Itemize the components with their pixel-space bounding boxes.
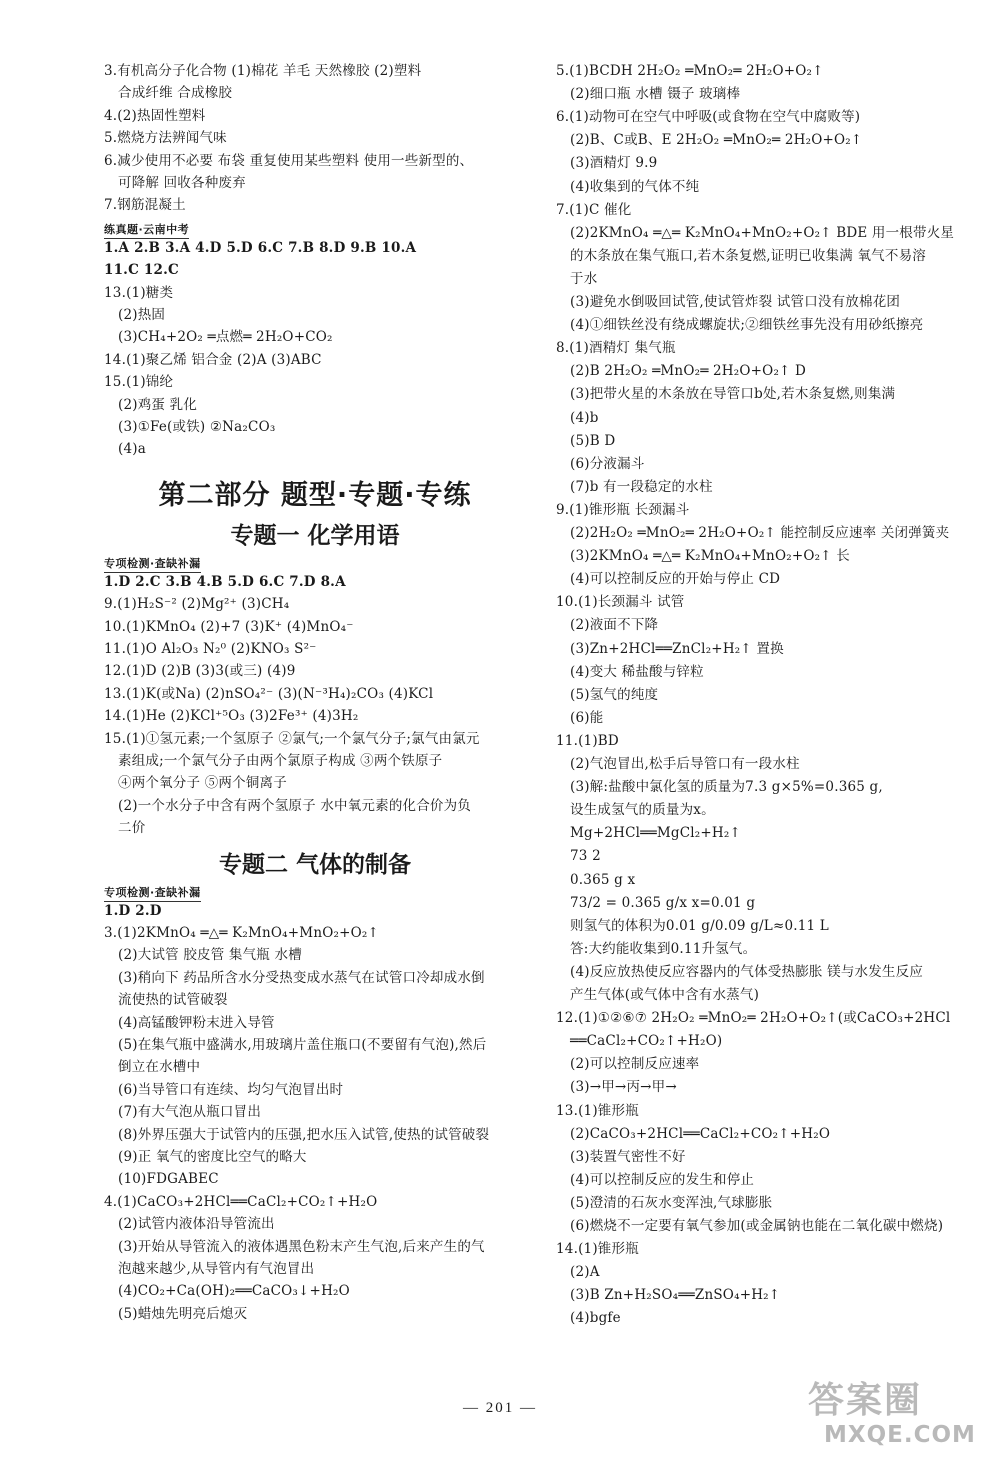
answer-line: (5)在集气瓶中盛满水,用玻璃片盖住瓶口(不要留有气泡),然后: [118, 1037, 487, 1053]
topic-title: 专题二 气体的制备: [218, 851, 411, 878]
answer-line: (3)酒精灯 9.9: [570, 155, 658, 172]
answer-line: 6.(1)动物可在空气中呼吸(或食物在空气中腐败等): [556, 109, 861, 126]
answer-line: 73 2: [570, 848, 601, 865]
answer-line: 7.(1)C 催化: [556, 201, 632, 218]
answer-line: 8.(1)酒精灯 集气瓶: [556, 340, 676, 357]
answer-line: (2)细口瓶 水槽 镊子 玻璃棒: [570, 86, 741, 103]
answer-line: 14.(1)He (2)KCl⁺⁵O₃ (3)2Fe³⁺ (4)3H₂: [104, 708, 359, 725]
answer-line: 9.(1)H₂S⁻² (2)Mg²⁺ (3)CH₄: [104, 596, 290, 613]
answer-line: 73/2 = 0.365 g/x x=0.01 g: [570, 894, 756, 911]
answer-line: (8)外界压强大于试管内的压强,把水压入试管,使热的试管破裂: [118, 1126, 490, 1143]
answer-line: 素组成;一个氯气分子由两个氯原子构成 ③两个铁原子: [118, 753, 443, 769]
answer-line: 3.(1)2KMnO₄ ═△═ K₂MnO₄+MnO₂+O₂↑: [104, 925, 380, 941]
answer-line: (7)有大气泡从瓶口冒出: [118, 1104, 262, 1121]
answer-line: 6.减少使用不必要 布袋 重复使用某些塑料 使用一些新型的、: [104, 152, 474, 169]
watermark-logo: [808, 1372, 988, 1456]
answer-line: (4)a: [118, 441, 146, 458]
answer-line: (2)B 2H₂O₂ ═MnO₂═ 2H₂O+O₂↑ D: [570, 363, 807, 380]
answer-line: (3)解:盐酸中氯化氢的质量为7.3 g×5%=0.365 g,: [570, 779, 883, 796]
answer-line: 7.钢筋混凝土: [104, 197, 186, 214]
answer-line: 12.(1)D (2)B (3)3(或三) (4)9: [104, 663, 296, 680]
answer-line: Mg+2HCl══MgCl₂+H₂↑: [570, 825, 741, 842]
answer-line: 1.D 2.D: [104, 902, 162, 919]
answer-line: 10.(1)长颈漏斗 试管: [556, 594, 685, 611]
answer-line: (2)热固: [118, 307, 166, 323]
answer-line: 5.燃烧方法辨闻气味: [104, 130, 227, 147]
answer-line: 4.(2)热固性塑料: [104, 107, 206, 124]
answer-line: (3)避免水倒吸回试管,使试管炸裂 试管口没有放棉花团: [570, 294, 901, 310]
answer-line: (4)b: [570, 409, 599, 426]
answer-line: (6)燃烧不一定要有氧气参加(或金属钠也能在二氧化碳中燃烧): [570, 1218, 944, 1234]
answer-line: 13.(1)锥形瓶: [556, 1102, 639, 1119]
answer-line: 9.(1)锥形瓶 长颈漏斗: [556, 501, 690, 518]
watermark-brand: 答案圈: [808, 1380, 923, 1421]
answer-line: 11.(1)BD: [556, 732, 619, 749]
answer-line: (2)大试管 胶皮管 集气瓶 水槽: [118, 947, 302, 964]
answer-line: (2)可以控制反应速率: [570, 1056, 700, 1073]
answer-line: (3)①Fe(或铁) ②Na₂CO₃: [118, 419, 276, 435]
answer-line: (3)→甲→丙→甲→: [570, 1079, 677, 1096]
topic-title: 专题一 化学用语: [230, 522, 400, 549]
answer-line: (2)A: [570, 1264, 600, 1281]
answer-line: (3)把带火星的木条放在导管口b处,若木条复燃,则集满: [570, 386, 896, 403]
answer-line: (2)液面不下降: [570, 617, 659, 634]
answer-line: (4)①细铁丝没有绕成螺旋状;②细铁丝事先没有用砂纸擦亮: [570, 317, 924, 334]
answer-line: (3)稍向下 药品所含水分受热变成水蒸气在试管口冷却成水倒: [118, 969, 485, 986]
section-heading: 专项检测·查缺补漏: [104, 884, 201, 902]
answer-line: (5)B D: [570, 432, 616, 449]
answer-line: (5)氢气的纯度: [570, 686, 659, 703]
answer-line: (2)试管内液体沿导管流出: [118, 1216, 275, 1233]
section-heading: 专项检测·查缺补漏: [104, 555, 201, 573]
answer-line: (2)CaCO₃+2HCl══CaCl₂+CO₂↑+H₂O: [570, 1125, 831, 1142]
answer-line: (10)FDGABEC: [118, 1171, 219, 1188]
answer-line: (4)变大 稀盐酸与锌粒: [570, 663, 704, 680]
answer-line: 倒立在水槽中: [118, 1059, 201, 1076]
answer-line: (2)B、C或B、E 2H₂O₂ ═MnO₂═ 2H₂O+O₂↑: [570, 132, 863, 149]
answer-line: 设生成氢气的质量为x。: [570, 802, 715, 819]
answer-line: 流使热的试管破裂: [118, 992, 228, 1009]
answer-line: (4)可以控制反应的发生和停止: [570, 1171, 755, 1188]
answer-line: 15.(1)锦纶: [104, 374, 174, 391]
page-number: — 201 —: [463, 1400, 537, 1416]
watermark-site: MXQE.COM: [824, 1422, 976, 1448]
answer-line: (2)2H₂O₂ ═MnO₂═ 2H₂O+O₂↑ 能控制反应速率 关闭弹簧夹: [570, 525, 950, 541]
answer-line: (9)正 氧气的密度比空气的略大: [118, 1149, 307, 1165]
answer-line: (6)能: [570, 709, 604, 726]
answer-line: ══CaCl₂+CO₂↑+H₂O): [570, 1033, 723, 1050]
answer-line: 5.(1)BCDH 2H₂O₂ ═MnO₂═ 2H₂O+O₂↑: [556, 63, 824, 79]
answer-line: 13.(1)糖类: [104, 284, 174, 301]
answer-line: 可降解 回收各种废弃: [118, 175, 246, 191]
answer-line: (2)气泡冒出,松手后导管口有一段水柱: [570, 756, 800, 772]
answer-line: 二价: [118, 820, 146, 837]
answer-line: (2)2KMnO₄ ═△═ K₂MnO₄+MnO₂+O₂↑ BDE 用一根带火星: [570, 224, 955, 241]
answer-line: (3)开始从导管流入的液体遇黑色粉末产生气泡,后来产生的气: [118, 1238, 485, 1255]
answer-line: 泡越来越少,从导管内有气泡冒出: [118, 1261, 315, 1277]
answer-line: 13.(1)K(或Na) (2)nSO₄²⁻ (3)(N⁻³H₄)₂CO₃ (4)KCl: [104, 685, 434, 702]
answer-line: (3)Zn+2HCl══ZnCl₂+H₂↑ 置换: [570, 640, 784, 657]
answer-line: (4)高锰酸钾粉末进入导管: [118, 1014, 275, 1031]
answer-line: 3.有机高分子化合物 (1)棉花 羊毛 天然橡胶 (2)塑料: [104, 63, 422, 79]
answer-line: (3)B Zn+H₂SO₄══ZnSO₄+H₂↑: [570, 1287, 781, 1304]
answer-line: 12.(1)①②⑥⑦ 2H₂O₂ ═MnO₂═ 2H₂O+O₂↑(或CaCO₃+2HCl: [556, 1010, 951, 1027]
answer-line: 产生气体(或气体中含有水蒸气): [570, 987, 760, 1003]
part-title: 第二部分 题型·专题·专练: [158, 479, 472, 511]
answer-line: (6)分液漏斗: [570, 455, 645, 472]
answer-line: 则氢气的体积为0.01 g/0.09 g/L≈0.11 L: [570, 917, 829, 934]
answer-line: (4)收集到的气体不纯: [570, 178, 700, 195]
answer-line: 的木条放在集气瓶口,若木条复燃,证明已收集满 氧气不易溶: [570, 247, 926, 264]
answer-line: (3)CH₄+2O₂ ═点燃═ 2H₂O+CO₂: [118, 329, 333, 346]
answer-line: 15.(1)①氢元素;一个氢原子 ②氯气;一个氯气分子;氯气由氯元: [104, 730, 480, 747]
answer-line: 1.D 2.C 3.B 4.B 5.D 6.C 7.D 8.A: [104, 573, 346, 590]
answer-line: 10.(1)KMnO₄ (2)+7 (3)K⁺ (4)MnO₄⁻: [104, 618, 354, 635]
answer-line: 合成纤维 合成橡胶: [118, 85, 233, 102]
answer-line: 4.(1)CaCO₃+2HCl══CaCl₂+CO₂↑+H₂O: [104, 1193, 378, 1210]
answer-line: (3)装置气密性不好: [570, 1148, 686, 1165]
answer-line: (4)CO₂+Ca(OH)₂══CaCO₃↓+H₂O: [118, 1283, 350, 1300]
answer-line: (5)蜡烛先明亮后熄灭: [118, 1305, 248, 1322]
answer-line: (7)b 有一段稳定的水柱: [570, 478, 713, 495]
answer-line: (5)澄清的石灰水变浑浊,气球膨胀: [570, 1194, 773, 1211]
answer-line: 14.(1)聚乙烯 铝合金 (2)A (3)ABC: [104, 351, 322, 368]
answer-line: 11.C 12.C: [104, 262, 179, 279]
answer-line: (4)bgfe: [570, 1310, 621, 1327]
answer-line: (6)当导管口有连续、均匀气泡冒出时: [118, 1081, 344, 1098]
answer-line: ④两个氧分子 ⑤两个铜离子: [118, 775, 287, 792]
answer-line: (2)一个水分子中含有两个氢原子 水中氧元素的化合价为负: [118, 797, 472, 814]
answer-line: 14.(1)锥形瓶: [556, 1241, 639, 1258]
answer-line: 11.(1)O Al₂O₃ N₂⁰ (2)KNO₃ S²⁻: [104, 641, 317, 657]
answer-line: 于水: [570, 270, 598, 287]
answer-line: (4)反应放热使反应容器内的气体受热膨胀 镁与水发生反应: [570, 963, 924, 980]
answer-line: (3)2KMnO₄ ═△═ K₂MnO₄+MnO₂+O₂↑ 长: [570, 548, 850, 565]
answer-line: 0.365 g x: [570, 871, 636, 888]
answer-line: 1.A 2.B 3.A 4.D 5.D 6.C 7.B 8.D 9.B 10.A: [104, 239, 417, 256]
section-heading: 练真题·云南中考: [104, 221, 189, 239]
answer-line: (2)鸡蛋 乳化: [118, 396, 198, 413]
answer-line: 答:大约能收集到0.11升氢气。: [570, 940, 757, 957]
answer-line: (4)可以控制反应的开始与停止 CD: [570, 571, 781, 588]
